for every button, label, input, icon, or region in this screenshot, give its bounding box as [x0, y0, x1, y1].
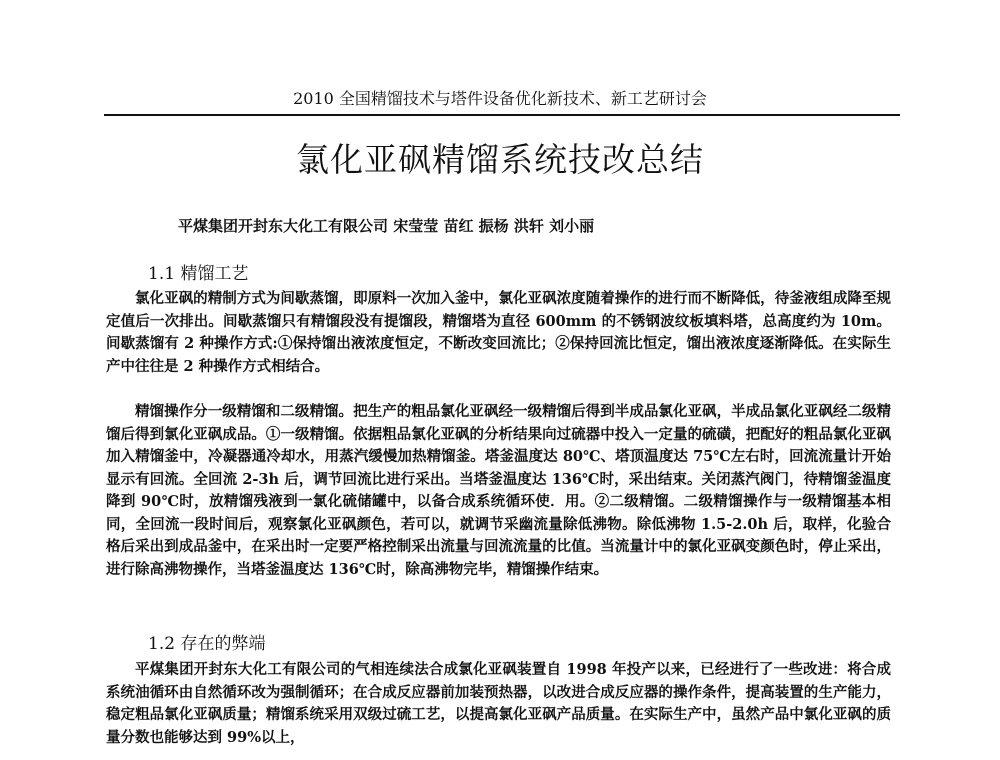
section-heading-1-1: 1.1 精馏工艺	[148, 264, 249, 284]
running-header: 2010 全国精馏技术与塔件设备优化新技术、新工艺研讨会	[293, 89, 707, 108]
article-title: 氯化亚砜精馏系统技改总结	[296, 140, 704, 179]
paragraph-2: 精馏操作分一级精馏和二级精馏。把生产的粗品氯化亚砜经一级精馏后得到半成品氯化亚砜，半成品氯化亚砜经二级精馏后得到氯化亚砜成品。①一级精馏。依据粗品氯化亚砜的分析结果向过硫器中投入一定量的硫磺，把配好的粗品氯化亚砜加入精馏釜中，冷凝器通冷却水，用蒸汽缓慢加热精馏釜。塔釜温度达 80℃、塔顶温度达 75℃左右时，回流流量计开始显示有回流。全回流 2-3h 后，调节回流比进行采出。当塔釜温度达 136℃时，采出结束。关闭蒸汽阀门，待精馏釜温度降到 90℃时，放精馏残液到一氯化硫储罐中，以备合成系统循环使．用。②二级精馏。二级精馏操作与一级精馏基本相同，全回流一段时间后，观察氯化亚砜颜色，若可以，就调节采幽流量除低沸物。除低沸物 1.5-2.0h 后，取样，化验合格后采出到成品釜中，在采出时一定要严格控制采出流量与回流流量的比值。当流量计中的氯化亚砜变颜色时，停止采出，进行除高沸物操作，当塔釜温度达 136℃时，除高沸物完毕，精馏操作结束。	[106, 403, 891, 578]
author-line: 平煤集团开封东大化工有限公司 宋莹莹 苗红 振杨 洪轩 刘小丽	[178, 217, 595, 235]
section-heading-1-2: 1.2 存在的弊端	[148, 634, 266, 654]
header-rule	[104, 114, 900, 116]
paragraph-1: 氯化亚砜的精制方式为间歇蒸馏，即原料一次加入釜中，氯化亚砜浓度随着操作的进行而不断降低，待釜液组成降至规定值后一次排出。间歇蒸馏只有精馏段没有提馏段，精馏塔为直径 600mm 的不锈钢波纹板填料塔，总高度约为 10m。间歇蒸馏有 2 种操作方式:①保持馏出液浓度恒定，不断改变回流比；②保持回流比恒定，馏出液浓度逐渐降低。在实际生产中往往是 2 种操作方式相结合。	[106, 290, 891, 375]
paragraph-3: 平煤集团开封东大化工有限公司的气相连续法合成氯化亚砜装置自 1998 年投产以来，已经进行了一些改进：将合成系统油循环由自然循环改为强制循环；在合成反应器前加装预热器，以改进合成反应器的操作条件，提高装置的生产能力，稳定粗品氯化亚砜质量；精馏系统采用双级过硫工艺，以提高氯化亚砜产品质量。在实际生产中，虽然产品中氯化亚砜的质量分数也能够达到 99%以上，	[106, 661, 891, 746]
